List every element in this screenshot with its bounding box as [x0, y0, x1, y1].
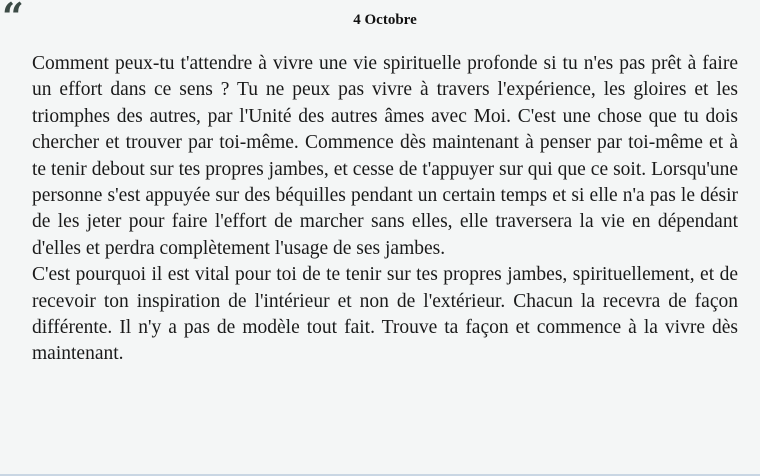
quote-icon: “ [2, 0, 24, 39]
date-heading: 4 Octobre [353, 12, 417, 28]
message-body [32, 51, 738, 368]
paragraph: C'est pourquoi il est vital pour toi de te tenir sur tes propres jambes, spirituellement, et de recevoir ton inspiration de l'intérieur et non de l'extérieur. Chacun la recevra de façon différente. Il n'y a pas de modèle tout fait. Trouve ta façon et commence à la vivre dès maintenant. [32, 264, 738, 365]
paragraph: Comment peux-tu t'attendre à vivre une vie spirituelle profonde si tu n'es pas prêt à faire un effort dans ce sens ? Tu ne peux pas vivre à travers l'expérience, les gloires et les triomphes des autres, par l'Unité des autres âmes avec Moi. C'est une chose que tu dois chercher et trouver par toi-même. Commence dès maintenant à penser par toi-même et à te tenir debout sur tes propres jambes, et cesse de t'appuyer sur qui que ce soit. Lorsqu'une personne s'est appuyée sur des béquilles pendant un certain temps et si elle n'a pas le désir de les jeter pour faire l'effort de marcher sans elles, elle traversera la vie en dépendant d'elles et perdra complètement l'usage de ses jambes. [32, 53, 738, 259]
